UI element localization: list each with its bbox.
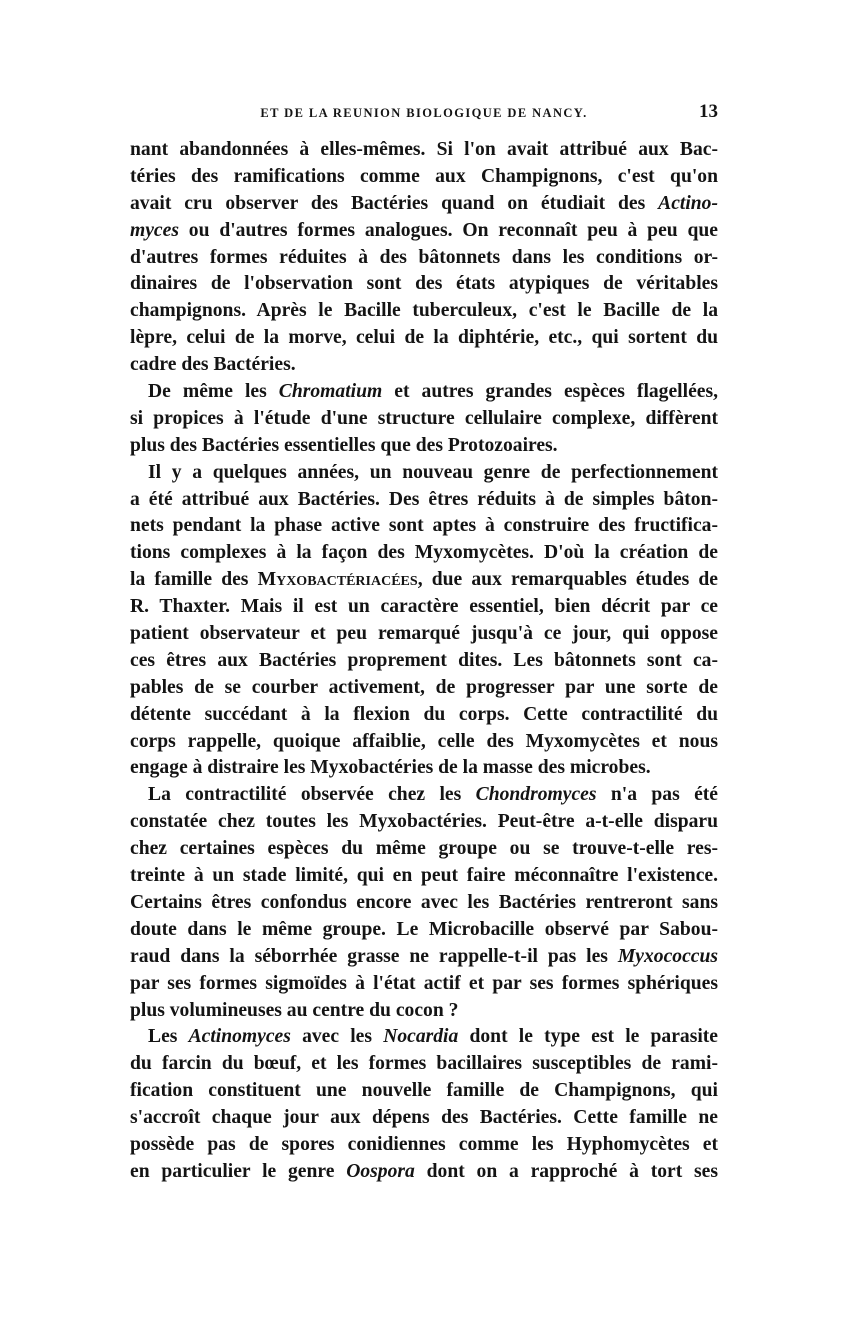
text-line (130, 675, 718, 702)
italic-term: Myxococcus (617, 945, 718, 967)
text-line (130, 164, 718, 191)
text-line (130, 944, 718, 971)
italic-term: Oospora (346, 1160, 415, 1182)
text-segment: et autres grandes espèces flagellées, (382, 381, 718, 403)
text-line (130, 702, 718, 729)
text-segment: dinaires de l'observation sont des états atypiques de véritables (130, 273, 718, 295)
text-line (130, 1105, 718, 1132)
text-line (130, 1159, 718, 1186)
text-line (130, 298, 718, 325)
text-line (130, 191, 718, 218)
text-line (130, 540, 718, 567)
text-segment: patient observateur et peu remarqué jusqu'à ce jour, qui oppose (130, 623, 718, 645)
text-segment: la famille des (130, 569, 258, 591)
text-segment: pables de se courber activement, de progresser par une sorte de (130, 676, 718, 698)
text-segment: doute dans le même groupe. Le Microbacille observé par Sabou- (130, 918, 718, 940)
text-line (130, 137, 718, 164)
text-line (130, 218, 718, 245)
text-segment: par ses formes sigmoïdes à l'état actif et par ses formes sphériques (130, 972, 718, 994)
text-segment: a été attribué aux Bactéries. Des êtres réduits à de simples bâton- (130, 488, 718, 510)
text-line (130, 621, 718, 648)
text-line (130, 594, 718, 621)
text-segment: nant abandonnées à elles-mêmes. Si l'on avait attribué aux Bac- (130, 139, 718, 160)
text-segment: constatée chez toutes les Myxobactéries. Peut-être a-t-elle disparu (130, 811, 718, 833)
running-title: ET DE LA REUNION BIOLOGIQUE DE NANCY. (260, 106, 588, 120)
text-line (130, 890, 718, 917)
text-segment: ou d'autres formes analogues. On reconnaît peu à peu que (178, 219, 718, 241)
text-segment: engage à distraire les Myxobactéries de la masse des microbes. (130, 757, 651, 779)
paragraph-first-line (130, 379, 718, 406)
text-line (130, 245, 718, 272)
text-line (130, 729, 718, 756)
smallcaps-term: Myxobactériacées (257, 569, 418, 591)
text-line (130, 406, 718, 433)
text-segment: dont le type est le parasite (458, 1026, 719, 1048)
text-segment: Certains êtres confondus encore avec les Bactéries rentreront sans (130, 891, 718, 913)
text-segment: avait cru observer des Bactéries quand on étudiait des (130, 192, 659, 214)
text-line (130, 271, 718, 298)
text-line (130, 863, 718, 890)
body-text (130, 137, 718, 1186)
text-segment: téries des ramifications comme aux Champignons, c'est qu'on (130, 165, 718, 187)
text-segment: en particulier le genre (130, 1160, 347, 1182)
text-segment: plus des Bactéries essentielles que des Protozoaires. (130, 434, 558, 456)
paragraph-first-line (130, 1024, 718, 1051)
text-segment: n'a pas été (596, 784, 718, 806)
text-line (130, 971, 718, 998)
text-segment: plus volumineuses au centre du cocon ? (130, 999, 459, 1021)
text-segment: détente succédant à la flexion du corps. Cette contractilité du (130, 703, 718, 725)
text-segment: si propices à l'étude d'une structure cellulaire complexe, diffèrent (130, 407, 718, 429)
italic-term: Nocardia (383, 1026, 459, 1048)
text-line (130, 917, 718, 944)
text-line (130, 998, 718, 1025)
italic-term: Actinomyces (188, 1026, 291, 1048)
italic-term: Chromatium (278, 381, 383, 403)
text-segment: du farcin du bœuf, et les formes bacillaires susceptibles de rami- (130, 1053, 718, 1075)
text-segment: chez certaines espèces du même groupe ou se trouve-t-elle res- (130, 838, 718, 860)
text-segment: tions complexes à la façon des Myxomycètes. D'où la création de (130, 542, 718, 564)
text-segment: possède pas de spores conidiennes comme les Hyphomycètes et (130, 1133, 718, 1155)
text-segment: R. Thaxter. Mais il est un caractère essentiel, bien décrit par ce (130, 596, 718, 618)
text-segment: champignons. Après le Bacille tuberculeux, c'est le Bacille de la (130, 300, 718, 322)
text-segment: avec les (290, 1026, 384, 1048)
text-line (130, 513, 718, 540)
text-segment: d'autres formes réduites à des bâtonnets dans les conditions or- (130, 246, 718, 268)
paragraph-first-line (130, 460, 718, 487)
text-segment: fication constituent une nouvelle famille de Champignons, qui (130, 1080, 718, 1102)
text-line (130, 809, 718, 836)
text-segment: treinte à un stade limité, qui en peut faire méconnaître l'existence. (130, 865, 718, 887)
text-segment: s'accroît chaque jour aux dépens des Bactéries. Cette famille ne (130, 1107, 718, 1129)
text-segment: Il y a quelques années, un nouveau genre de perfectionnement (148, 461, 718, 483)
text-line (130, 1051, 718, 1078)
text-segment: nets pendant la phase active sont aptes à construire des fructifica- (130, 515, 718, 537)
text-line (130, 755, 718, 782)
text-line (130, 325, 718, 352)
text-segment: , due aux remarquables études de (417, 569, 719, 591)
text-line (130, 648, 718, 675)
text-segment: corps rappelle, quoique affaiblie, celle des Myxomycètes et nous (130, 730, 718, 752)
text-segment: La contractilité observée chez les (148, 784, 476, 806)
text-line (130, 1078, 718, 1105)
page-number: 13 (699, 101, 718, 122)
paragraph-first-line (130, 782, 718, 809)
text-segment: De même les (148, 381, 279, 403)
text-segment: dont on a rapproché à tort ses (414, 1160, 719, 1182)
text-segment: raud dans la séborrhée grasse ne rappelle-t-il pas les (130, 945, 618, 967)
text-segment: cadre des Bactéries. (130, 354, 296, 376)
text-segment: ces êtres aux Bactéries proprement dites. Les bâtonnets sont ca- (130, 649, 718, 671)
italic-term: Actino- (658, 192, 718, 214)
text-line (130, 352, 718, 379)
text-line (130, 836, 718, 863)
text-line (130, 1132, 718, 1159)
running-head (130, 101, 718, 126)
text-line (130, 567, 718, 594)
text-segment: Les (148, 1026, 189, 1048)
text-line (130, 433, 718, 460)
italic-term: Chondromyces (475, 784, 597, 806)
italic-term: myces (130, 219, 179, 241)
text-line (130, 487, 718, 514)
text-segment: lèpre, celui de la morve, celui de la diphtérie, etc., qui sortent du (130, 327, 718, 349)
